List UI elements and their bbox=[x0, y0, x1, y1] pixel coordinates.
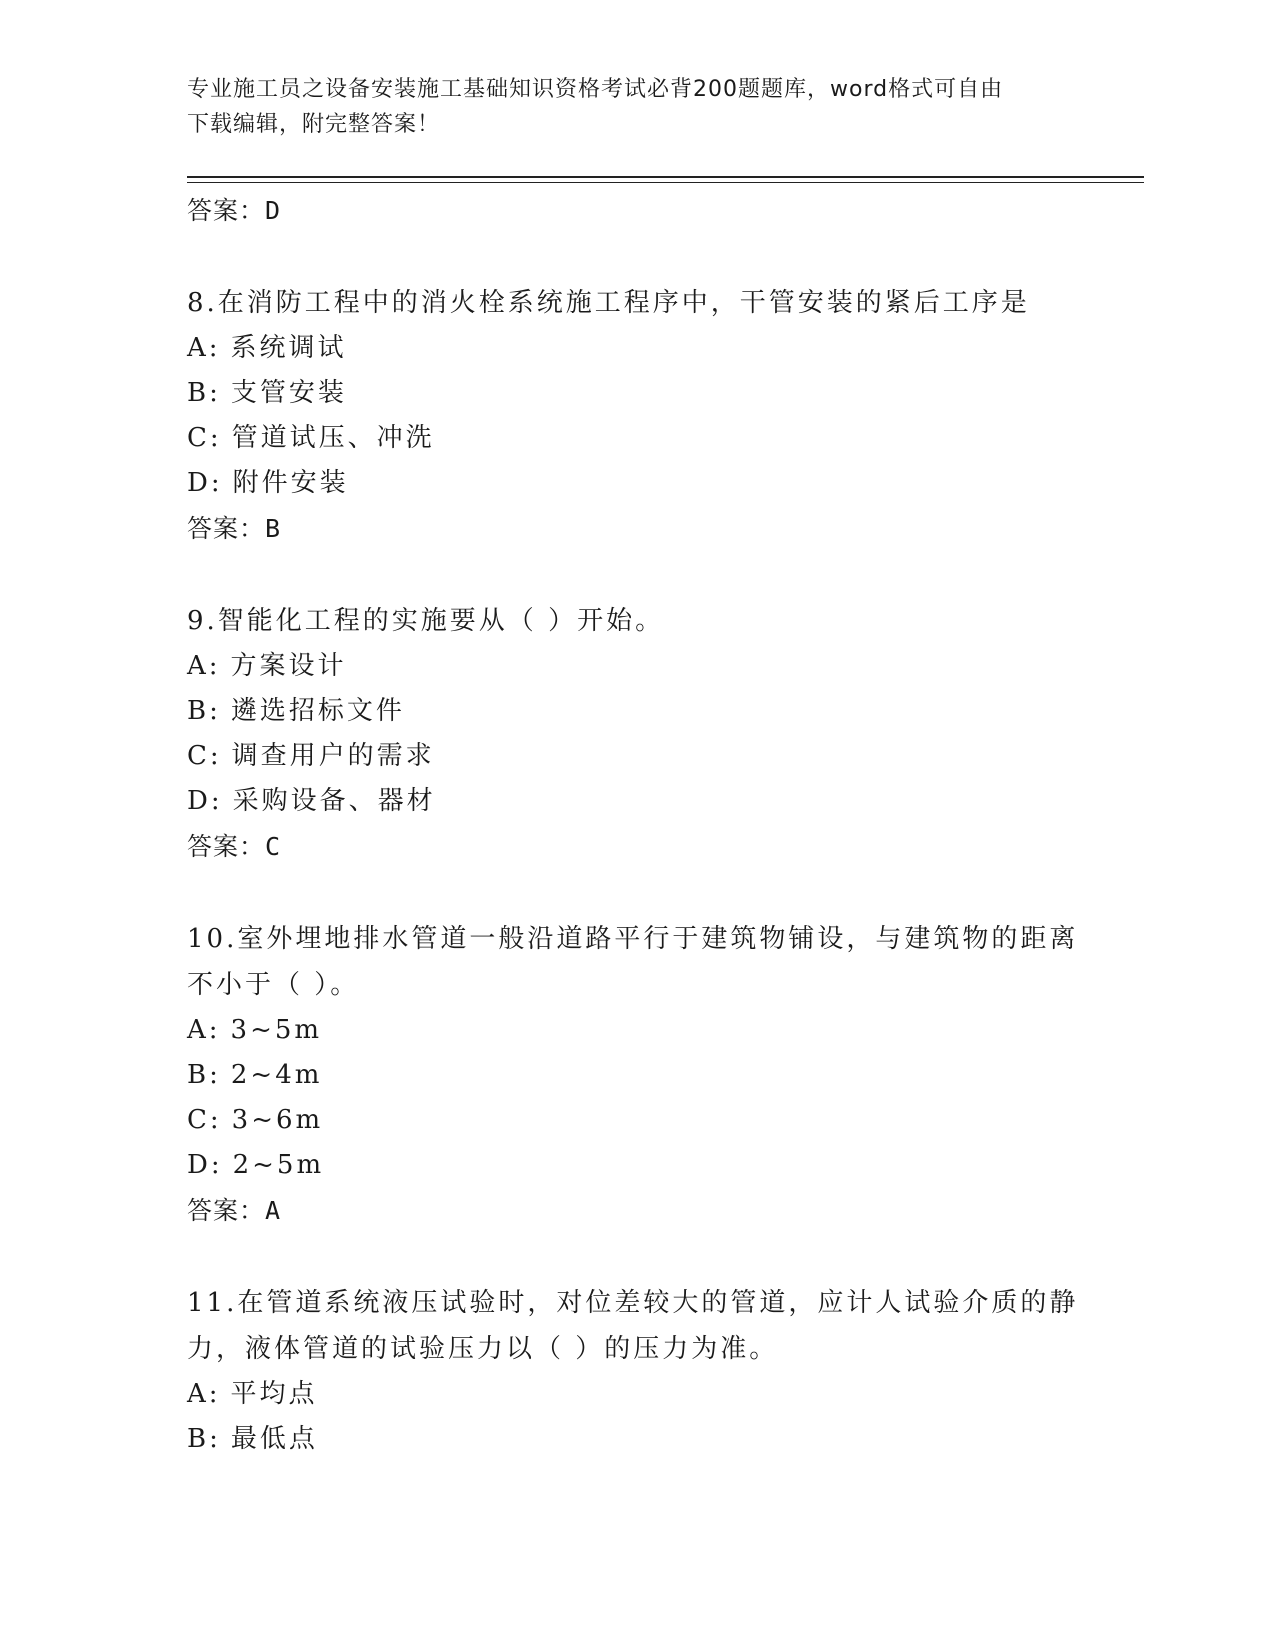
question-text: 力，液体管道的试验压力以（ ）的压力为准。 bbox=[187, 1334, 779, 1364]
header-line-1: 专业施工员之设备安装施工基础知识资格考试必背200题题库，word格式可自由 bbox=[187, 77, 1004, 102]
answer-option bbox=[187, 326, 1087, 371]
question-text: 11.在管道系统液压试验时，对位差较大的管道，应计人试验介质的静 bbox=[187, 1288, 1079, 1318]
header-line-2: 下载编辑，附完整答案！ bbox=[187, 112, 441, 137]
answer-option bbox=[187, 734, 1087, 779]
answer-option bbox=[187, 1372, 1087, 1417]
previous-answer: 答案：D bbox=[187, 196, 282, 225]
option-label: A: bbox=[187, 1015, 221, 1045]
option-text: 支管安装 bbox=[230, 378, 347, 408]
question-block bbox=[187, 916, 1087, 1234]
option-label: A: bbox=[187, 651, 221, 681]
option-text: 2~4m bbox=[230, 1060, 323, 1090]
option-text: 2~5m bbox=[232, 1150, 325, 1180]
question-list bbox=[187, 188, 1087, 1462]
document-header bbox=[187, 72, 1067, 142]
option-text: 调查用户的需求 bbox=[231, 741, 435, 771]
option-text: 方案设计 bbox=[230, 651, 347, 681]
option-label: A: bbox=[187, 333, 221, 363]
answer-option bbox=[187, 461, 1087, 506]
option-label: D: bbox=[187, 468, 223, 498]
question-block bbox=[187, 280, 1087, 552]
question-text: 8.在消防工程中的消火栓系统施工程序中，干管安装的紧后工序是 bbox=[187, 288, 1030, 318]
option-text: 采购设备、器材 bbox=[232, 786, 436, 816]
option-text: 最低点 bbox=[230, 1424, 318, 1454]
header-rule-thick bbox=[187, 176, 1144, 178]
option-label: A: bbox=[187, 1379, 221, 1409]
option-text: 平均点 bbox=[230, 1379, 318, 1409]
answer-option bbox=[187, 1008, 1087, 1053]
answer-option bbox=[187, 1417, 1087, 1462]
question-answer: 答案：B bbox=[187, 514, 282, 543]
answer-option bbox=[187, 1098, 1087, 1143]
answer-option bbox=[187, 1143, 1087, 1188]
option-label: C: bbox=[187, 741, 222, 771]
option-text: 管道试压、冲洗 bbox=[231, 423, 435, 453]
option-label: B: bbox=[187, 1424, 221, 1454]
header-rule-thin bbox=[187, 182, 1144, 183]
question-text: 10.室外埋地排水管道一般沿道路平行于建筑物铺设，与建筑物的距离 bbox=[187, 924, 1079, 954]
option-text: 3~6m bbox=[231, 1105, 324, 1135]
question-block bbox=[187, 598, 1087, 870]
question-text: 9.智能化工程的实施要从（ ）开始。 bbox=[187, 606, 665, 636]
answer-option bbox=[187, 689, 1087, 734]
option-label: D: bbox=[187, 1150, 223, 1180]
question-answer: 答案：A bbox=[187, 1196, 282, 1225]
answer-option bbox=[187, 1053, 1087, 1098]
option-label: C: bbox=[187, 1105, 222, 1135]
option-label: D: bbox=[187, 786, 223, 816]
option-text: 3~5m bbox=[230, 1015, 323, 1045]
option-label: B: bbox=[187, 378, 221, 408]
answer-option bbox=[187, 644, 1087, 689]
answer-option bbox=[187, 371, 1087, 416]
question-text: 不小于（ ）。 bbox=[187, 970, 360, 1000]
question-block bbox=[187, 1280, 1087, 1462]
question-answer: 答案：C bbox=[187, 832, 282, 861]
option-text: 附件安装 bbox=[232, 468, 349, 498]
answer-option bbox=[187, 416, 1087, 461]
option-text: 系统调试 bbox=[230, 333, 347, 363]
option-label: B: bbox=[187, 1060, 221, 1090]
option-label: B: bbox=[187, 696, 221, 726]
answer-option bbox=[187, 779, 1087, 824]
option-text: 遴选招标文件 bbox=[230, 696, 405, 726]
option-label: C: bbox=[187, 423, 222, 453]
